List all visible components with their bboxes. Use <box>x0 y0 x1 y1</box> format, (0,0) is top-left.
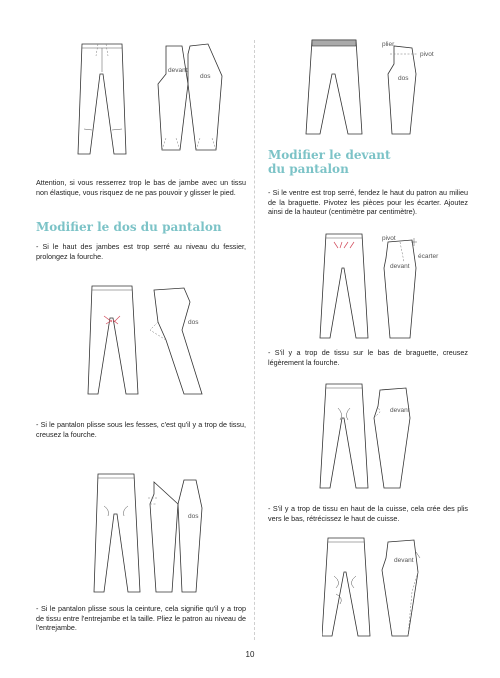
page-number: 10 <box>245 650 255 659</box>
heading-dos: Modifier le dos du pantalon <box>36 220 222 234</box>
label-dos: dos <box>188 319 199 326</box>
right-column <box>268 0 468 678</box>
heading-devant-line2: du pantalon <box>268 162 349 176</box>
paragraph-dos-2: - Si le pantalon plisse sous les fesses, c'est qu'il y a trop de tissu, creusez la fourche. <box>36 420 246 439</box>
label-devant: devant <box>390 263 410 270</box>
paragraph-dos-1: - Si le haut des jambes est trop serré au niveau du fessier, prolongez la fourche. <box>36 242 246 261</box>
warning-text: Attention, si vous resserrez trop le bas de jambe avec un tissu non élastique, vous risquez de ne pas pouvoir y glisser le pied. <box>36 178 246 197</box>
figure-prolong-fourche <box>86 280 216 400</box>
figure-leg-tapering <box>70 34 230 159</box>
label-plier: plier <box>382 41 395 48</box>
label-ecarter: écarter <box>418 253 439 260</box>
paragraph-devant-3: - S'il y a trop de tissu en haut de la cuisse, cela crée des plis vers le bas, rétrécissez le haut de cuisse. <box>268 504 468 523</box>
paragraph-dos-3: - Si le pantalon plisse sous la ceinture, cela signifie qu'il y a trop de tissu entre l'entrejambe et la taille. Pliez le patron au niveau de l'entrejambe. <box>36 604 246 633</box>
left-column <box>36 0 246 678</box>
label-devant: devant <box>394 557 414 564</box>
paragraph-devant-2: - S'il y a trop de tissu sur le bas de braguette, creusez légèrement la fourche. <box>268 348 468 367</box>
paragraph-devant-1: - Si le ventre est trop serré, fendez le haut du patron au milieu de la braguette. Pivotez les pièces pour les écarter. Ajoutez ainsi de la hauteur (centimètre par centimètre). <box>268 188 468 217</box>
figure-fendre-pivoter <box>318 228 458 343</box>
figure-haut-cuisse <box>322 532 452 642</box>
column-divider <box>254 40 255 640</box>
label-devant: devant <box>168 67 188 74</box>
heading-devant <box>268 148 468 176</box>
figure-bas-braguette <box>318 378 448 493</box>
label-pivot: pivot <box>382 235 396 242</box>
label-dos: dos <box>200 73 211 80</box>
figure-plier-pivot <box>302 34 462 139</box>
figure-creuser-fourche <box>92 468 212 598</box>
heading-devant-line1: Modifier le devant <box>268 148 391 162</box>
label-dos: dos <box>188 513 199 520</box>
label-dos: dos <box>398 75 409 82</box>
label-pivot: pivot <box>420 51 434 58</box>
label-devant: devant <box>390 407 410 414</box>
